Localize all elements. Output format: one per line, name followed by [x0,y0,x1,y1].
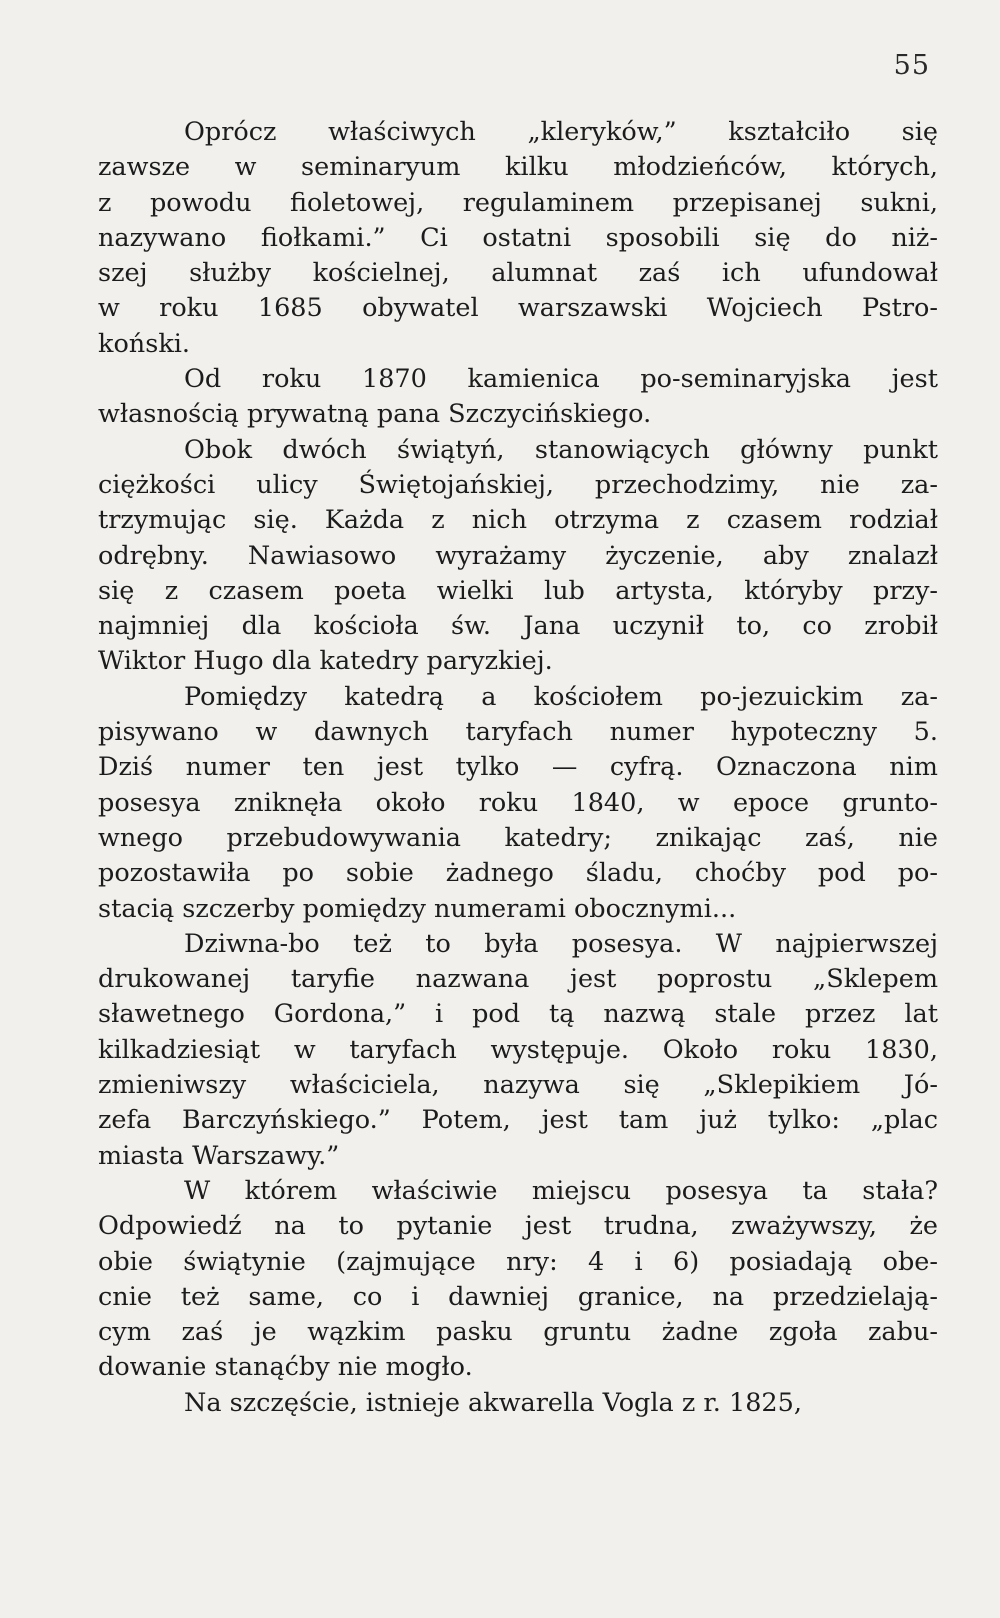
paragraph [98,115,938,362]
text-line: własnością prywatną pana Szczycińskiego. [98,399,652,430]
text-line: najmniej dla kościoła św. Jana uczynił to, co zrobił [98,611,938,642]
text-line: Pomiędzy katedrą a kościołem po-jezuickim za- [184,681,938,712]
text-line: Na szczęście, istnieje akwarella Vogla z r. 1825, [184,1387,802,1418]
text-line: nazywano fiołkami.” Ci ostatni sposobili się do niż- [98,222,938,253]
text-line: miasta Warszawy.” [98,1140,340,1171]
text-line: wnego przebudowywania katedry; znikając zaś, nie [98,822,938,853]
paragraph [98,433,938,680]
paragraph [98,927,938,1174]
text-line: dowanie stanąćby nie mogło. [98,1352,473,1383]
text-line: stacią szczerby pomiędzy numerami obocznymi... [98,893,737,924]
text-line: ciężkości ulicy Świętojańskiej, przechodzimy, nie za- [98,469,938,500]
text-line: Dziwna-bo też to była posesya. W najpierwszej [184,928,938,959]
text-line: pisywano w dawnych taryfach numer hypoteczny 5. [98,717,938,748]
text-line: zmieniwszy właściciela, nazywa się „Sklepikiem Jó- [98,1070,938,1101]
text-line: zefa Barczyńskiego.” Potem, jest tam już tylko: „plac [98,1105,938,1136]
text-line: trzymując się. Każda z nich otrzyma z czasem rodział [98,505,938,536]
text-line: Od roku 1870 kamienica po-seminaryjska jest [184,364,938,395]
text-line: obie świątynie (zajmujące nry: 4 i 6) posiadają obe- [98,1246,938,1277]
text-line: cnie też same, co i dawniej granice, na przedzielają- [98,1281,938,1312]
text-line: Odpowiedź na to pytanie jest trudna, zważywszy, że [98,1211,938,1242]
text-line: Oprócz właściwych „kleryków,” kształciło się [184,117,938,147]
text-line: drukowanej taryfie nazwana jest poprostu „Sklepem [98,964,938,995]
page-number: 55 [893,50,930,81]
text-line: odrębny. Nawiasowo wyrażamy życzenie, aby znalazł [98,540,938,571]
text-line: posesya zniknęła około roku 1840, w epoce grunto- [98,787,938,818]
text-line: koński. [98,328,191,359]
paragraph [98,680,938,927]
body-text [98,115,938,1421]
text-line: w roku 1685 obywatel warszawski Wojciech Pstro- [98,293,938,324]
text-line: Wiktor Hugo dla katedry paryzkiej. [98,646,553,677]
text-line: W którem właściwie miejscu posesya ta stała? [184,1175,938,1206]
text-line: sławetnego Gordona,” i pod tą nazwą stale przez lat [98,999,938,1030]
text-line: kilkadziesiąt w taryfach występuje. Około roku 1830, [98,1034,938,1065]
text-line: z powodu fioletowej, regulaminem przepisanej sukni, [98,187,938,218]
paragraph [98,362,938,433]
text-line: Dziś numer ten jest tylko — cyfrą. Oznaczona nim [98,752,938,783]
text-line: zawsze w seminaryum kilku młodzieńców, których, [98,152,938,183]
text-line: się z czasem poeta wielki lub artysta, któryby przy- [98,575,938,606]
text-line: pozostawiła po sobie żadnego śladu, choćby pod po- [98,858,938,889]
text-line: szej służby kościelnej, alumnat zaś ich ufundował [98,258,938,289]
paragraph [98,1174,938,1386]
paragraph [98,1386,938,1421]
text-line: cym zaś je wązkim pasku gruntu żadne zgoła zabu- [98,1317,938,1348]
text-line: Obok dwóch świątyń, stanowiących główny punkt [184,434,938,465]
